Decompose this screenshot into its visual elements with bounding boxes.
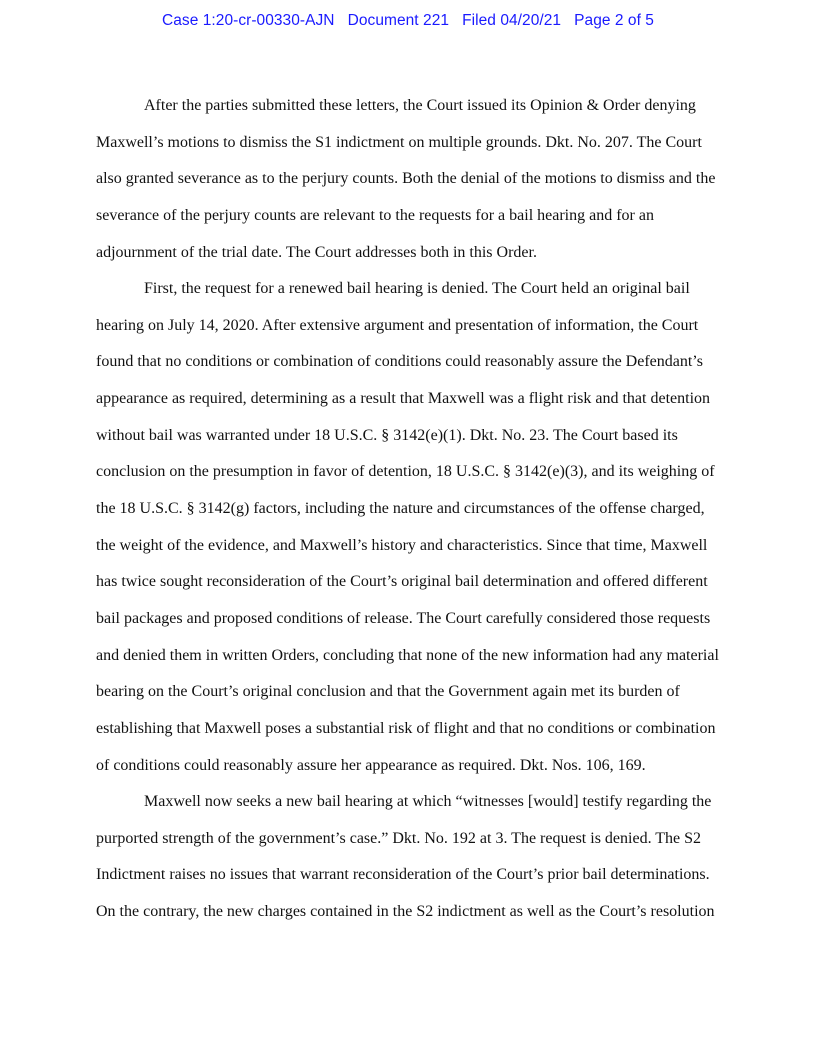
text-line: appearance as required, determining as a result that Maxwell was a flight risk and that detention [96, 390, 711, 408]
text-line: severance of the perjury counts are relevant to the requests for a bail hearing and for an [96, 206, 654, 224]
paragraph [96, 94, 736, 277]
text-line: After the parties submitted these letters, the Court issued its Opinion & Order denying [144, 97, 696, 114]
text-line: First, the request for a renewed bail hearing is denied. The Court held an original bail [144, 280, 690, 298]
text-line: Indictment raises no issues that warrant reconsideration of the Court’s prior bail determinations. [96, 866, 710, 884]
text-line: also granted severance as to the perjury counts. Both the denial of the motions to dismiss and the [96, 170, 716, 188]
text-line: has twice sought reconsideration of the Court’s original bail determination and offered different [96, 573, 708, 591]
page-indicator: Page 2 of 5 [574, 12, 654, 29]
document-body [96, 94, 736, 937]
text-line: establishing that Maxwell poses a substantial risk of flight and that no conditions or combination [96, 719, 716, 737]
text-line: adjournment of the trial date. The Court addresses both in this Order. [96, 243, 537, 261]
text-line: and denied them in written Orders, concluding that none of the new information had any material [96, 646, 719, 664]
filed-date: Filed 04/20/21 [462, 12, 562, 29]
text-line: conclusion on the presumption in favor of detention, 18 U.S.C. § 3142(e)(3), and its weighing of [96, 463, 715, 481]
text-line: hearing on July 14, 2020. After extensive argument and presentation of information, the Court [96, 316, 699, 334]
filing-header [0, 12, 816, 30]
text-line: the weight of the evidence, and Maxwell’s history and characteristics. Since that time, Maxwell [96, 536, 708, 554]
document-number: Document 221 [347, 12, 450, 29]
text-line: On the contrary, the new charges contained in the S2 indictment as well as the Court’s resolution [96, 903, 715, 921]
text-line: found that no conditions or combination of conditions could reasonably assure the Defendant’s [96, 353, 703, 371]
text-line: purported strength of the government’s case.” Dkt. No. 192 at 3. The request is denied. The S2 [96, 829, 702, 847]
text-line: bearing on the Court’s original conclusion and that the Government again met its burden of [96, 683, 680, 701]
text-line: of conditions could reasonably assure her appearance as required. Dkt. Nos. 106, 169. [96, 756, 646, 774]
text-line: bail packages and proposed conditions of release. The Court carefully considered those requests [96, 609, 711, 627]
case-number: Case 1:20-cr-00330-AJN [162, 12, 335, 29]
text-line: without bail was warranted under 18 U.S.C. § 3142(e)(1). Dkt. No. 23. The Court based its [96, 426, 678, 444]
paragraph [96, 790, 736, 937]
text-line: Maxwell now seeks a new bail hearing at which “witnesses [would] testify regarding the [144, 793, 712, 811]
text-line: the 18 U.S.C. § 3142(g) factors, including the nature and circumstances of the offense charged, [96, 500, 705, 518]
paragraph [96, 277, 736, 790]
text-line: Maxwell’s motions to dismiss the S1 indictment on multiple grounds. Dkt. No. 207. The Court [96, 133, 702, 151]
